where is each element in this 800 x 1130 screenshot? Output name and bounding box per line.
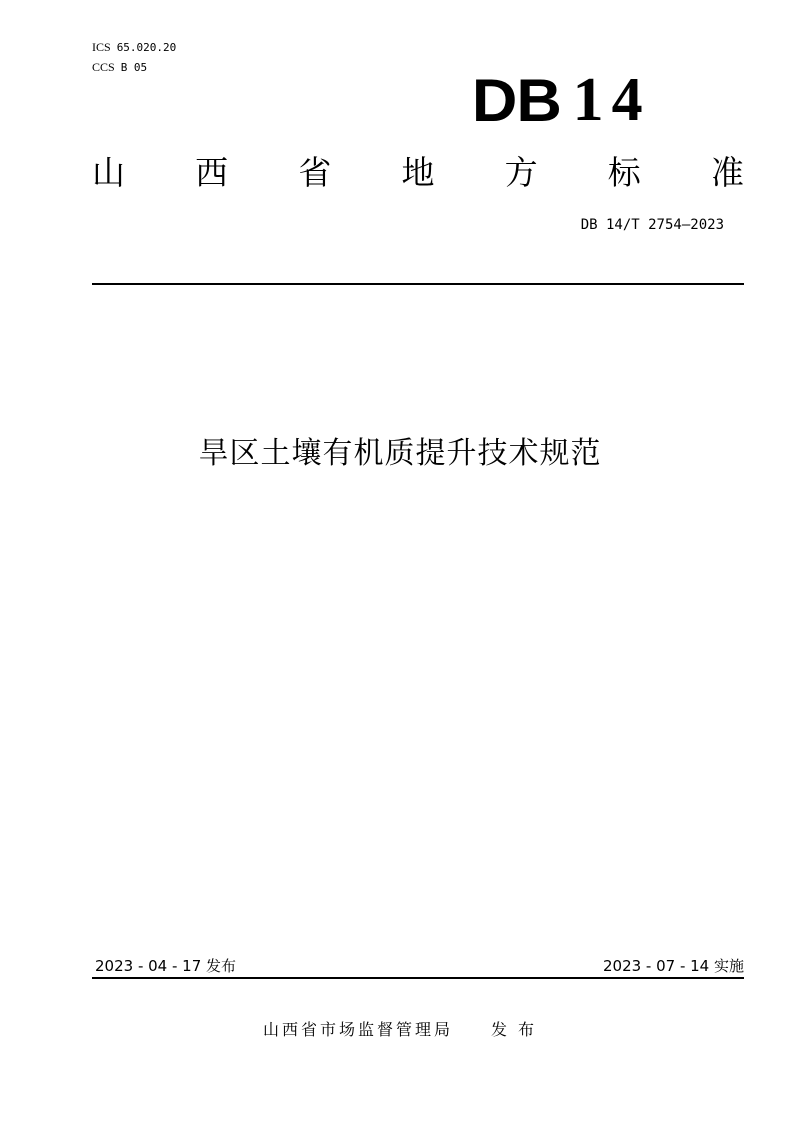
ics-classification <box>92 40 176 55</box>
top-divider <box>92 283 744 285</box>
ics-code: 65.020.20 <box>116 41 177 54</box>
db-logo-letters: DB <box>471 66 561 134</box>
standard-type-char: 省 <box>298 153 332 192</box>
standard-type-char: 标 <box>607 153 641 192</box>
db-logo <box>471 65 651 134</box>
ccs-label: CCS <box>92 60 115 74</box>
bottom-divider <box>92 977 744 979</box>
standard-number: DB 14/T 2754—2023 <box>580 217 724 233</box>
standard-type-char: 西 <box>195 153 229 192</box>
db-logo-number: 14 <box>572 65 651 134</box>
standard-type-char: 山 <box>92 153 125 192</box>
publisher: 山西省市场监督管理局 发 布 <box>262 1020 538 1039</box>
ccs-classification <box>92 60 147 75</box>
issue-date: 2023 - 04 - 17 发布 <box>95 957 237 975</box>
document-title: 旱区土壤有机质提升技术规范 <box>198 436 602 471</box>
ics-label: ICS <box>92 40 111 54</box>
standard-type-char: 方 <box>504 153 538 192</box>
standard-type-char: 地 <box>401 153 435 192</box>
implementation-date: 2023 - 07 - 14 实施 <box>602 957 744 975</box>
ccs-code: B 05 <box>120 61 148 74</box>
standard-type-char: 准 <box>710 153 744 192</box>
standard-type-heading <box>92 150 744 196</box>
